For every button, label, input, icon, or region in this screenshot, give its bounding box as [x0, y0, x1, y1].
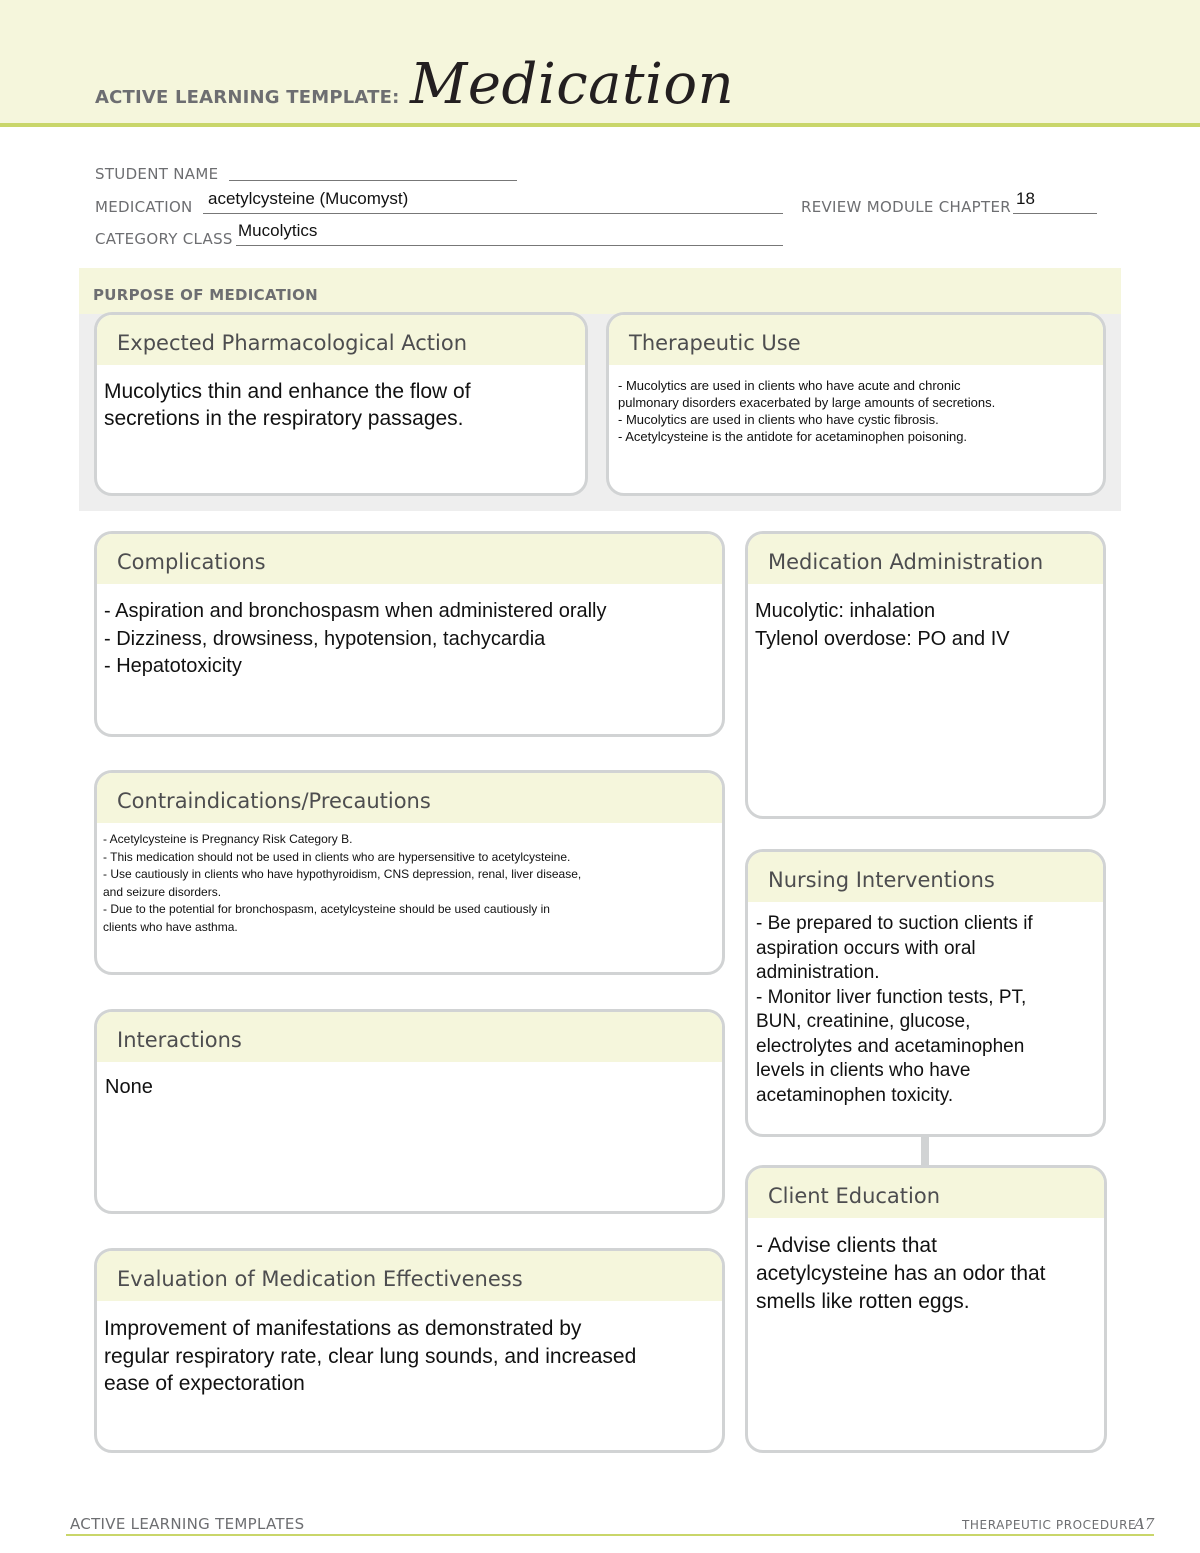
contraindications-card: [94, 770, 725, 975]
contraindications-line: - Due to the potential for bronchospasm, acetylcysteine should be used cautiously in: [103, 902, 550, 916]
contraindications-line: - This medication should not be used in clients who are hypersensitive to acetylcysteine.: [103, 849, 571, 864]
nursing-interventions-line: acetaminophen toxicity.: [756, 1084, 954, 1106]
medication-administration-title: Medication Administration: [748, 534, 1103, 584]
interactions-title: Interactions: [97, 1012, 722, 1062]
therapeutic-use-body: [609, 365, 1103, 445]
evaluation-body: [97, 1301, 722, 1398]
evaluation-line: ease of expectoration: [104, 1372, 305, 1395]
expected-action-body: [97, 365, 585, 432]
contraindications-line: and seizure disorders.: [103, 884, 222, 899]
evaluation-title: Evaluation of Medication Effectiveness: [97, 1251, 722, 1301]
therapeutic-use-line: - Mucolytics are used in clients who have acute and chronic: [618, 378, 961, 393]
medication-value: acetylcysteine (Mucomyst): [208, 189, 409, 208]
medication-administration-body: [748, 584, 1103, 653]
evaluation-line: regular respiratory rate, clear lung sounds, and increased: [104, 1344, 637, 1368]
nursing-interventions-line: levels in clients who have: [756, 1060, 971, 1081]
client-education-line: acetylcysteine has an odor that: [756, 1262, 1046, 1285]
contraindications-line: - Use cautiously in clients who have hypothyroidism, CNS depression, renal, liver disease,: [103, 867, 582, 881]
client-education-line: - Advise clients that: [756, 1234, 937, 1257]
medication-administration-line: Mucolytic: inhalation: [755, 600, 936, 622]
therapeutic-use-line: - Acetylcysteine is the antidote for acetaminophen poisoning.: [618, 429, 968, 444]
category-class-label: CATEGORY CLASS: [95, 230, 233, 248]
contraindications-title: Contraindications/Precautions: [97, 773, 722, 823]
complications-title: Complications: [97, 534, 722, 584]
footer-right-text: THERAPEUTIC PROCEDURE: [962, 1518, 1137, 1532]
therapeutic-use-line: pulmonary disorders exacerbated by large amounts of secretions.: [618, 395, 996, 410]
therapeutic-use-card: [606, 312, 1106, 496]
interactions-card: [94, 1009, 725, 1214]
client-education-card: [745, 1165, 1107, 1453]
contraindications-line: clients who have asthma.: [103, 919, 238, 934]
evaluation-card: [94, 1248, 725, 1453]
complications-line: - Hepatotoxicity: [104, 655, 242, 677]
client-education-title: Client Education: [748, 1168, 1104, 1218]
therapeutic-use-title: Therapeutic Use: [609, 315, 1103, 365]
card-connector: [921, 1136, 929, 1166]
evaluation-line: Improvement of manifestations as demonstrated by: [104, 1317, 582, 1340]
student-name-label: STUDENT NAME: [95, 165, 219, 183]
nursing-interventions-line: BUN, creatinine, glucose,: [756, 1011, 971, 1032]
footer-rule: [66, 1534, 1154, 1536]
medication-administration-card: [745, 531, 1106, 819]
purpose-title: PURPOSE OF MEDICATION: [93, 286, 319, 304]
review-module-line: [1013, 213, 1097, 214]
page-number: A7: [1134, 1515, 1155, 1533]
footer-left-text: ACTIVE LEARNING TEMPLATES: [70, 1515, 305, 1533]
review-module-label: REVIEW MODULE CHAPTER: [801, 198, 1011, 216]
complications-line: - Aspiration and bronchospasm when administered orally: [104, 600, 607, 622]
complications-card: [94, 531, 725, 737]
nursing-interventions-line: aspiration occurs with oral: [756, 937, 976, 959]
contraindications-line: - Acetylcysteine is Pregnancy Risk Category B.: [103, 832, 353, 846]
review-module-value: 18: [1016, 189, 1035, 208]
medication-label: MEDICATION: [95, 198, 193, 216]
nursing-interventions-line: - Be prepared to suction clients if: [756, 913, 1033, 934]
nursing-interventions-body: [748, 902, 1103, 1108]
interactions-line: None: [105, 1076, 153, 1098]
category-class-value: Mucolytics: [238, 221, 318, 240]
complications-line: - Dizziness, drowsiness, hypotension, tachycardia: [104, 627, 546, 650]
expected-action-line: Mucolytics thin and enhance the flow of: [104, 380, 471, 403]
interactions-body: [97, 1062, 722, 1100]
medication-line: [203, 213, 783, 214]
category-class-line: [236, 245, 783, 246]
page-title: Medication: [410, 52, 735, 117]
template-label: ACTIVE LEARNING TEMPLATE:: [95, 87, 400, 108]
therapeutic-use-line: - Mucolytics are used in clients who have cystic fibrosis.: [618, 412, 939, 427]
nursing-interventions-line: - Monitor liver function tests, PT,: [756, 986, 1027, 1008]
medication-administration-line: Tylenol overdose: PO and IV: [755, 627, 1010, 650]
nursing-interventions-card: [745, 849, 1106, 1137]
client-education-line: smells like rotten eggs.: [756, 1290, 970, 1313]
complications-body: [97, 584, 722, 681]
nursing-interventions-line: administration.: [756, 962, 880, 983]
expected-action-card: [94, 312, 588, 496]
expected-action-title: Expected Pharmacological Action: [97, 315, 585, 365]
student-name-line: [229, 180, 517, 181]
nursing-interventions-title: Nursing Interventions: [748, 852, 1103, 902]
contraindications-body: [97, 823, 722, 936]
client-education-body: [748, 1218, 1104, 1316]
header-rule: [0, 123, 1200, 127]
nursing-interventions-line: electrolytes and acetaminophen: [756, 1035, 1025, 1057]
expected-action-line: secretions in the respiratory passages.: [104, 407, 464, 430]
